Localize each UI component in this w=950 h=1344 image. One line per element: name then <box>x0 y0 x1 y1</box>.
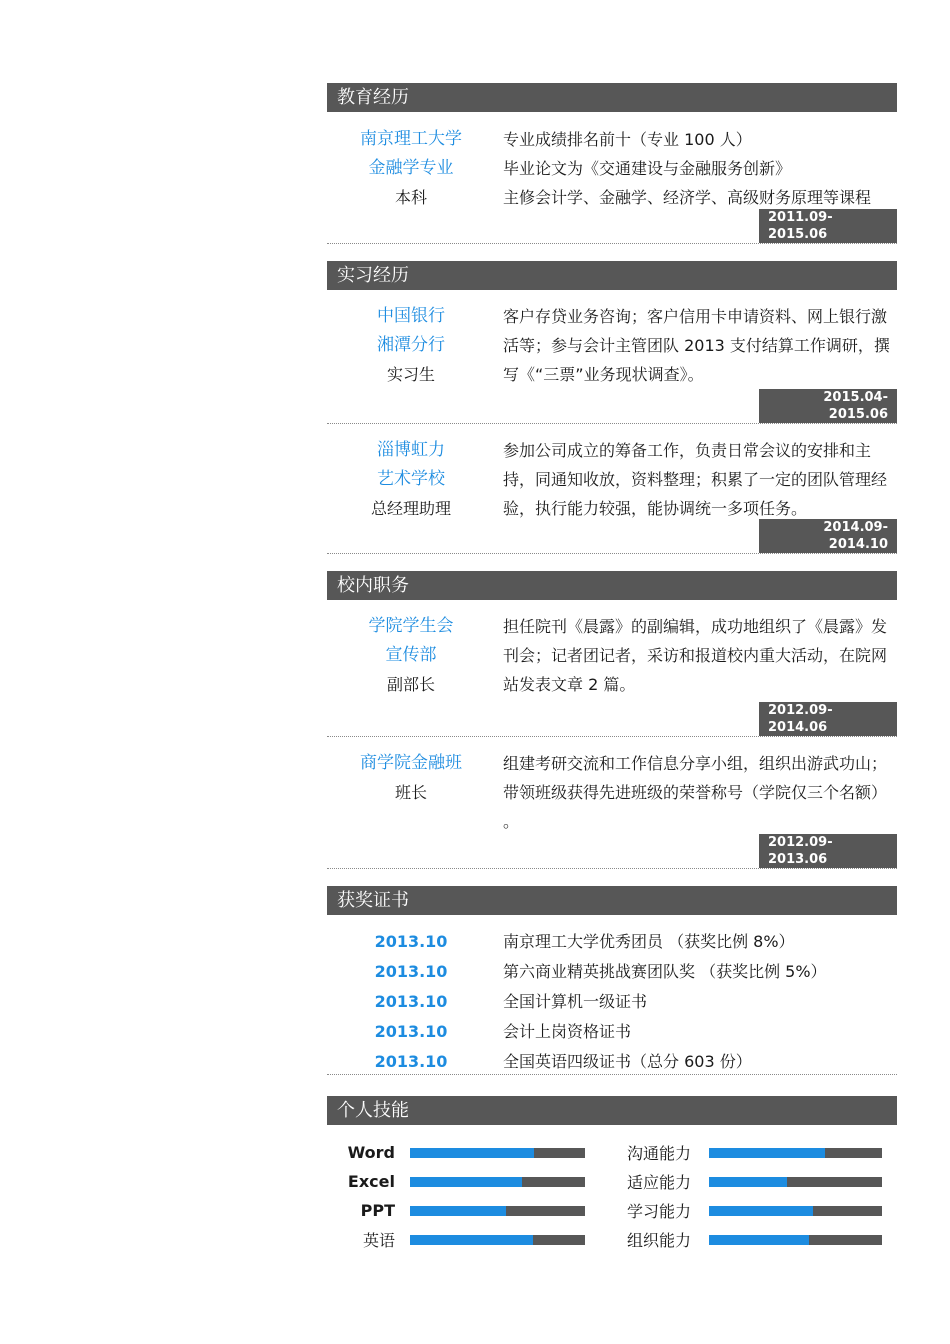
description-line: 写《“三票”业务现状调查》。 <box>503 365 704 384</box>
section-title: 实习经历 <box>337 265 409 286</box>
date-start: 2012.09- <box>768 835 833 850</box>
internship-section <box>327 261 897 554</box>
section-header <box>327 1096 897 1125</box>
skill-level-fill <box>410 1148 534 1158</box>
award-row <box>327 927 897 957</box>
entry-organization <box>327 749 495 807</box>
internship-entry <box>327 290 897 424</box>
section-header <box>327 886 897 915</box>
entry-organization <box>327 436 495 523</box>
organization-subname: 宣传部 <box>385 645 437 665</box>
date-range-box <box>759 209 897 243</box>
section-title: 教育经历 <box>337 87 409 108</box>
date-start: 2012.09- <box>768 703 833 718</box>
skill-level-bar <box>709 1235 882 1245</box>
organization-name: 南京理工大学 <box>360 129 462 149</box>
skills-section <box>327 1096 897 1254</box>
description-line: 刊会；记者团记者，采访和报道校内重大活动，在院网 <box>503 646 888 665</box>
campus-role-entry <box>327 600 897 737</box>
date-start: 2014.09- <box>823 520 888 535</box>
entry-organization <box>327 612 495 699</box>
skill-name: PPT <box>360 1201 395 1220</box>
description-line: 站发表文章 2 篇。 <box>503 675 636 694</box>
awards-list <box>327 915 897 1075</box>
entry-role: 副部长 <box>386 675 435 694</box>
award-name: 第六商业精英挑战赛团队奖 （获奖比例 5%） <box>503 962 827 981</box>
section-title: 获奖证书 <box>337 890 409 911</box>
organization-subname: 艺术学校 <box>377 469 445 489</box>
date-end: 2015.06 <box>828 407 888 422</box>
description-line: 持，同通知收放，资料整理；积累了一定的团队管理经 <box>503 470 888 489</box>
description-line: 。 <box>503 812 520 831</box>
skill-level-bar <box>410 1148 585 1158</box>
skill-item <box>327 1225 585 1254</box>
skill-level-fill <box>709 1206 813 1216</box>
skill-level-bar <box>709 1206 882 1216</box>
section-title: 校内职务 <box>337 575 409 596</box>
section-header <box>327 571 897 600</box>
skill-level-fill <box>410 1235 533 1245</box>
description-line: 主修会计学、金融学、经济学、高级财务原理等课程 <box>503 188 872 207</box>
skill-name: Word <box>347 1143 395 1162</box>
entry-description <box>503 612 897 699</box>
skill-row <box>327 1138 897 1167</box>
award-date: 2013.10 <box>374 992 448 1011</box>
description-line: 专业成绩排名前十（专业 100 人） <box>503 130 752 149</box>
skill-item <box>627 1196 882 1225</box>
organization-subname: 金融学专业 <box>368 158 454 178</box>
award-date: 2013.10 <box>374 932 448 951</box>
award-name: 全国计算机一级证书 <box>503 992 648 1011</box>
skill-row <box>327 1167 897 1196</box>
organization-subname: 湘潭分行 <box>377 335 445 355</box>
skill-name: 沟通能力 <box>627 1144 692 1163</box>
education-entry <box>327 112 897 244</box>
date-range-box <box>759 519 897 553</box>
skill-level-fill <box>410 1206 506 1216</box>
skill-level-fill <box>709 1177 787 1187</box>
section-header <box>327 261 897 290</box>
award-row <box>327 987 897 1017</box>
entry-organization <box>327 125 495 212</box>
skill-level-bar <box>709 1177 882 1187</box>
date-end: 2014.10 <box>828 537 888 552</box>
description-line: 验，执行能力较强，能协调统一多项任务。 <box>503 499 808 518</box>
award-name: 全国英语四级证书（总分 603 份） <box>503 1052 752 1071</box>
date-end: 2015.06 <box>768 227 828 242</box>
date-start: 2015.04- <box>823 390 888 405</box>
skill-name: 英语 <box>362 1231 395 1250</box>
entry-role: 班长 <box>394 783 427 802</box>
award-row <box>327 1017 897 1047</box>
award-row <box>327 1047 897 1077</box>
skill-level-bar <box>709 1148 882 1158</box>
section-header <box>327 83 897 112</box>
description-line: 带领班级获得先进班级的荣誉称号（学院仅三个名额） <box>503 783 888 802</box>
skill-name: 学习能力 <box>627 1202 692 1221</box>
entry-role: 实习生 <box>386 365 435 384</box>
skills-grid <box>327 1125 897 1254</box>
entry-description <box>503 749 897 836</box>
skill-item <box>327 1138 585 1167</box>
award-date: 2013.10 <box>374 1052 448 1071</box>
skill-name: Excel <box>347 1172 395 1191</box>
description-line: 活等；参与会计主管团队 2013 支付结算工作调研，撰 <box>503 336 890 355</box>
date-end: 2013.06 <box>768 852 828 867</box>
skill-item <box>327 1196 585 1225</box>
description-line: 组建考研交流和工作信息分享小组，组织出游武功山； <box>503 754 888 773</box>
internship-entry <box>327 424 897 554</box>
skill-level-fill <box>709 1148 825 1158</box>
award-name: 会计上岗资格证书 <box>503 1022 632 1041</box>
entry-description <box>503 436 897 523</box>
campus-role-entry <box>327 737 897 869</box>
skill-name: 组织能力 <box>627 1231 692 1250</box>
date-range-box <box>759 834 897 868</box>
organization-name: 学院学生会 <box>368 616 454 636</box>
skill-level-bar <box>410 1235 585 1245</box>
entry-description <box>503 125 897 212</box>
skill-row <box>327 1196 897 1225</box>
education-section <box>327 83 897 244</box>
award-name: 南京理工大学优秀团员 （获奖比例 8%） <box>503 932 795 951</box>
awards-section <box>327 886 897 1075</box>
organization-name: 淄博虹力 <box>377 440 445 460</box>
skill-level-bar <box>410 1206 585 1216</box>
skill-level-bar <box>410 1177 585 1187</box>
skill-row <box>327 1225 897 1254</box>
description-line: 毕业论文为《交通建设与金融服务创新》 <box>503 159 792 178</box>
description-line: 客户存贷业务咨询；客户信用卡申请资料、网上银行激 <box>503 307 888 326</box>
entry-role: 总经理助理 <box>370 499 451 518</box>
skill-item <box>627 1225 882 1254</box>
award-date: 2013.10 <box>374 962 448 981</box>
entry-organization <box>327 302 495 389</box>
date-start: 2011.09- <box>768 210 833 225</box>
skill-name: 适应能力 <box>627 1173 692 1192</box>
award-date: 2013.10 <box>374 1022 448 1041</box>
resume-content <box>327 83 897 1254</box>
campus-roles-section <box>327 571 897 869</box>
skill-item <box>627 1167 882 1196</box>
organization-name: 商学院金融班 <box>360 753 462 773</box>
section-title: 个人技能 <box>337 1100 409 1121</box>
entry-description <box>503 302 897 389</box>
skill-level-fill <box>410 1177 522 1187</box>
skill-item <box>327 1167 585 1196</box>
description-line: 担任院刊《晨露》的副编辑，成功地组织了《晨露》发 <box>503 617 888 636</box>
skill-level-fill <box>709 1235 809 1245</box>
award-row <box>327 957 897 987</box>
date-range-box <box>759 702 897 736</box>
entry-role: 本科 <box>394 188 427 207</box>
date-end: 2014.06 <box>768 720 828 735</box>
date-range-box <box>759 389 897 423</box>
skill-item <box>627 1138 882 1167</box>
organization-name: 中国银行 <box>377 306 445 326</box>
description-line: 参加公司成立的筹备工作，负责日常会议的安排和主 <box>503 441 872 460</box>
